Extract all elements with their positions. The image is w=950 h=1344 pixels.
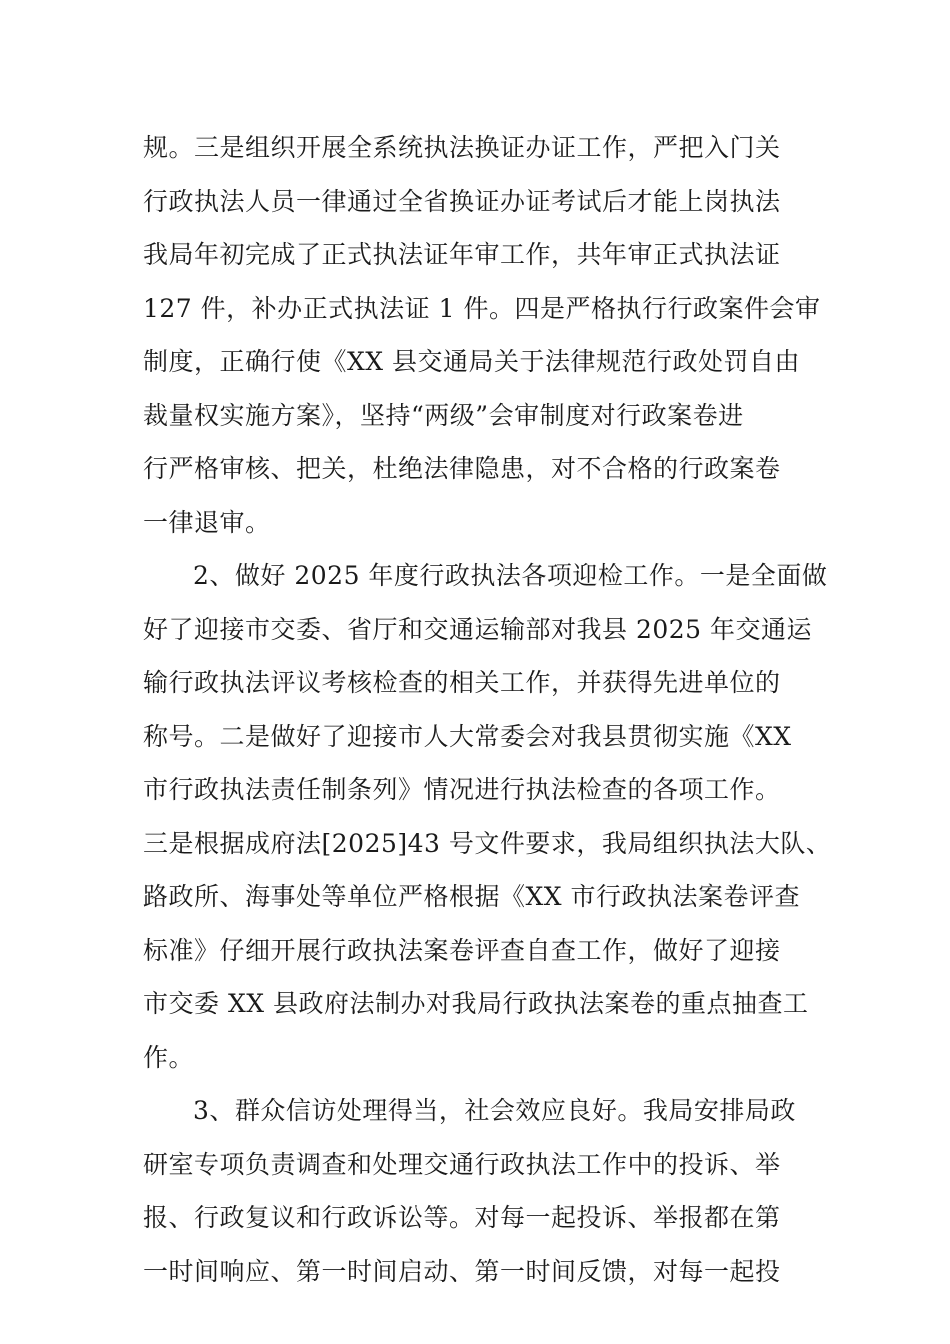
text-line: 我局年初完成了正式执法证年审工作，共年审正式执法证: [143, 240, 781, 269]
text-line: 标准》仔细开展行政执法案卷评查自查工作，做好了迎接: [143, 936, 781, 965]
text-line: 制度，正确行使《XX 县交通局关于法律规范行政处罚自由: [143, 347, 801, 376]
text-line: 127 件，补办正式执法证 1 件。四是严格执行行政案件会审: [143, 294, 821, 323]
text-line: 报、行政复议和行政诉讼等。对每一起投诉、举报都在第: [143, 1203, 781, 1232]
text-line: 规。三是组织开展全系统执法换证办证工作，严把入门关: [143, 133, 781, 162]
text-line: 路政所、海事处等单位严格根据《XX 市行政执法案卷评查: [143, 882, 801, 911]
paragraph-start: 2、做好 2025 年度行政执法各项迎检工作。一是全面做: [193, 561, 828, 590]
text-line: 输行政执法评议考核检查的相关工作，并获得先进单位的: [143, 668, 781, 697]
text-line: 好了迎接市交委、省厅和交通运输部对我县 2025 年交通运: [143, 615, 813, 644]
text-line: 一律退审。: [143, 508, 271, 537]
text-line: 三是根据成府法[2025]43 号文件要求，我局组织执法大队、: [143, 829, 832, 858]
paragraph-start: 3、群众信访处理得当，社会效应良好。我局安排局政: [193, 1096, 796, 1125]
text-line: 作。: [143, 1043, 195, 1072]
text-line: 行严格审核、把关，杜绝法律隐患，对不合格的行政案卷: [143, 454, 781, 483]
text-line: 称号。二是做好了迎接市人大常委会对我县贯彻实施《XX: [143, 722, 792, 751]
text-line: 市交委 XX 县政府法制办对我局行政执法案卷的重点抽查工: [143, 989, 809, 1018]
text-line: 行政执法人员一律通过全省换证办证考试后才能上岗执法: [143, 187, 781, 216]
text-line: 市行政执法责任制条列》情况进行执法检查的各项工作。: [143, 775, 781, 804]
text-line: 研室专项负责调查和处理交通行政执法工作中的投诉、举: [143, 1150, 781, 1179]
text-line: 裁量权实施方案》，坚持“两级”会审制度对行政案卷进: [143, 401, 744, 430]
text-line: 一时间响应、第一时间启动、第一时间反馈，对每一起投: [143, 1257, 781, 1286]
